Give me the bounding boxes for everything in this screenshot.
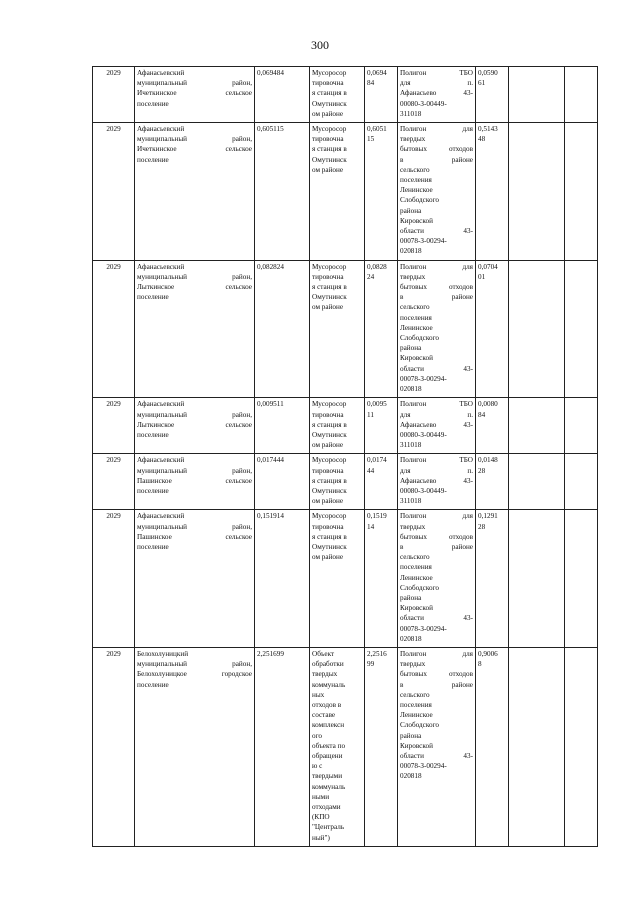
empty-cell — [565, 260, 598, 398]
disposal-site-cell-line: поселения — [400, 700, 432, 709]
mass-disposal-cell-line: 61 — [478, 79, 486, 88]
empty-cell — [565, 647, 598, 846]
page-number: 300 — [311, 38, 329, 52]
facility-cell-line: комплексн — [312, 721, 345, 730]
disposal-site-cell-line: Полигон для — [400, 262, 473, 271]
disposal-site-cell-line: области 43- — [400, 364, 473, 373]
facility-cell-line: тировочна — [312, 272, 344, 281]
empty-cell — [565, 454, 598, 510]
disposal-site-cell-line: области 43- — [400, 227, 473, 236]
facility-cell-line: ом районе — [312, 497, 344, 506]
disposal-site-cell-line: Ленинское — [400, 573, 433, 582]
facility-cell-line: ом районе — [312, 441, 344, 450]
facility-cell-line: тировочна — [312, 135, 344, 144]
facility-cell-line: обращени — [312, 752, 343, 760]
facility-cell-line: я станция в — [312, 476, 347, 485]
facility-cell-line: Омутнинск — [312, 542, 347, 551]
mass-disposal-cell — [476, 123, 509, 261]
disposal-site-cell — [398, 123, 476, 261]
facility-cell-line: "Централь — [312, 823, 345, 832]
disposal-site-cell-line: района — [400, 593, 422, 602]
area-cell-line: Ичеткинское сельское — [137, 89, 252, 98]
mass-disposal-cell-line: 0,0704 — [478, 262, 498, 271]
facility-cell-line: ю с — [312, 762, 323, 771]
disposal-site-cell-line: Кировской — [400, 741, 433, 750]
mass-facility-cell-line: 15 — [367, 135, 375, 144]
disposal-site-cell-line: Слободского — [400, 196, 439, 205]
disposal-site-cell — [398, 510, 476, 648]
disposal-site-cell-line: для п. — [400, 466, 473, 475]
mass-source-cell — [255, 454, 310, 510]
disposal-site-cell-line: бытовых отходов — [400, 283, 473, 292]
facility-cell — [310, 67, 365, 123]
area-cell — [135, 260, 255, 398]
mass-source-cell-line: 0,151914 — [257, 512, 284, 521]
disposal-site-cell-line: района — [400, 206, 422, 215]
area-cell-line: муниципальный район, — [137, 522, 252, 531]
facility-cell-line: ом районе — [312, 165, 344, 174]
facility-cell-line: Объект — [312, 649, 335, 658]
mass-facility-cell-line: 11 — [367, 410, 374, 419]
year-cell-line: 2029 — [106, 512, 121, 521]
mass-facility-cell-line: 0,0694 — [367, 69, 387, 77]
empty-cell — [509, 454, 565, 510]
disposal-site-cell-line: района — [400, 344, 422, 353]
disposal-site-cell-line: Слободского — [400, 583, 439, 592]
disposal-site-cell-line: Полигон ТБО — [400, 456, 473, 465]
mass-source-cell-line: 0,605115 — [257, 125, 284, 134]
disposal-site-cell-line: твердых — [400, 135, 426, 144]
facility-cell-line: тировочна — [312, 466, 344, 475]
mass-source-cell-line: 2,251699 — [257, 649, 284, 658]
area-cell-line: поселение — [137, 680, 169, 689]
area-cell — [135, 510, 255, 648]
disposal-site-cell-line: в районе — [400, 293, 473, 302]
mass-disposal-cell-line: 0,5143 — [478, 125, 498, 134]
empty-cell — [509, 67, 565, 123]
empty-cell — [565, 398, 598, 454]
facility-cell-line: составе — [312, 711, 336, 720]
area-cell-line: муниципальный район, — [137, 79, 252, 88]
year-cell — [93, 647, 135, 846]
facility-cell-line: обработки — [312, 660, 344, 669]
disposal-site-cell-line: сельского — [400, 303, 430, 312]
mass-source-cell — [255, 510, 310, 648]
year-cell-line: 2029 — [106, 69, 121, 77]
mass-facility-cell-line: 0,0174 — [367, 456, 387, 465]
disposal-site-cell-line: области 43- — [400, 752, 473, 760]
mass-disposal-cell — [476, 454, 509, 510]
empty-cell — [509, 260, 565, 398]
facility-cell — [310, 398, 365, 454]
disposal-site-cell-line: твердых — [400, 522, 426, 531]
facility-cell-line: отходов в — [312, 700, 342, 709]
facility-cell — [310, 647, 365, 846]
disposal-site-cell-line: 020818 — [400, 247, 422, 256]
area-cell-line: муниципальный район, — [137, 272, 252, 281]
mass-facility-cell-line: 0,1519 — [367, 512, 387, 521]
facility-cell-line: я станция в — [312, 532, 347, 541]
area-cell-line: поселение — [137, 99, 169, 108]
disposal-site-cell-line: 00080-З-00449- — [400, 486, 447, 495]
facility-cell — [310, 260, 365, 398]
empty-cell — [509, 647, 565, 846]
mass-facility-cell-line: 14 — [367, 522, 375, 531]
facility-cell-line: Мусоросор — [312, 512, 347, 521]
mass-source-cell — [255, 260, 310, 398]
disposal-site-cell-line: для п. — [400, 79, 473, 88]
facility-cell-line: ными — [312, 792, 330, 801]
mass-facility-cell — [365, 454, 398, 510]
disposal-site-cell-line: в районе — [400, 155, 473, 164]
area-cell — [135, 67, 255, 123]
mass-disposal-cell-line: 84 — [478, 410, 486, 419]
year-cell — [93, 67, 135, 123]
table-row — [93, 123, 598, 261]
disposal-site-cell — [398, 454, 476, 510]
mass-disposal-cell-line: 0,0590 — [478, 69, 498, 77]
disposal-site-cell-line: области 43- — [400, 614, 473, 623]
disposal-site-cell-line: 00078-З-00294- — [400, 762, 447, 771]
waste-flow-table — [92, 66, 598, 847]
facility-cell — [310, 510, 365, 648]
disposal-site-cell — [398, 67, 476, 123]
facility-cell-line: коммуналь — [312, 680, 346, 689]
area-cell-line: Белохолуницкий — [137, 649, 189, 658]
empty-cell — [565, 123, 598, 261]
facility-cell-line: коммуналь — [312, 782, 346, 791]
facility-cell-line: Омутнинск — [312, 430, 347, 439]
area-cell-line: Лыткинское сельское — [137, 420, 252, 429]
disposal-site-cell-line: бытовых отходов — [400, 670, 473, 679]
table-row — [93, 647, 598, 846]
facility-cell-line: Мусоросор — [312, 69, 347, 77]
table-row — [93, 67, 598, 123]
facility-cell-line: я станция в — [312, 283, 347, 292]
area-cell — [135, 123, 255, 261]
area-cell-line: Афанасьевский — [137, 125, 185, 134]
mass-facility-cell — [365, 67, 398, 123]
disposal-site-cell — [398, 398, 476, 454]
mass-source-cell — [255, 123, 310, 261]
disposal-site-cell-line: поселения — [400, 313, 432, 322]
facility-cell-line: тировочна — [312, 410, 344, 419]
area-cell — [135, 398, 255, 454]
facility-cell-line: ом районе — [312, 109, 344, 118]
disposal-site-cell-line: бытовых отходов — [400, 532, 473, 541]
mass-source-cell-line: 0,082824 — [257, 262, 284, 271]
table-row — [93, 260, 598, 398]
disposal-site-cell-line: Полигон для — [400, 649, 473, 658]
disposal-site-cell-line: Слободского — [400, 721, 439, 730]
mass-disposal-cell-line: 0,1291 — [478, 512, 498, 521]
area-cell — [135, 647, 255, 846]
empty-cell — [509, 123, 565, 261]
facility-cell-line: ный") — [312, 833, 330, 842]
year-cell — [93, 398, 135, 454]
area-cell-line: поселение — [137, 155, 169, 164]
year-cell — [93, 454, 135, 510]
area-cell-line: Афанасьевский — [137, 69, 185, 77]
area-cell-line: Афанасьевский — [137, 400, 185, 409]
mass-disposal-cell — [476, 260, 509, 398]
disposal-site-cell-line: Афанасьево 43- — [400, 89, 473, 98]
year-cell — [93, 510, 135, 648]
disposal-site-cell-line: 311018 — [400, 441, 422, 450]
disposal-site-cell-line: Слободского — [400, 334, 439, 343]
disposal-site-cell-line: Полигон ТБО — [400, 69, 473, 77]
disposal-site-cell-line: сельского — [400, 553, 430, 562]
area-cell-line: Афанасьевский — [137, 512, 185, 521]
mass-disposal-cell-line: 48 — [478, 135, 486, 144]
facility-cell-line: Мусоросор — [312, 262, 347, 271]
empty-cell — [565, 510, 598, 648]
facility-cell-line: Мусоросор — [312, 456, 347, 465]
area-cell-line: муниципальный район, — [137, 135, 252, 144]
mass-disposal-cell-line: 0,9006 — [478, 649, 498, 658]
disposal-site-cell-line: 311018 — [400, 109, 422, 118]
area-cell-line: Пашинское сельское — [137, 476, 252, 485]
facility-cell-line: ого — [312, 731, 322, 740]
disposal-site-cell-line: Ленинское — [400, 711, 433, 720]
disposal-site-cell-line: в районе — [400, 542, 473, 551]
facility-cell-line: (КПО — [312, 813, 330, 822]
area-cell-line: Афанасьевский — [137, 456, 185, 465]
table-body — [93, 67, 598, 847]
facility-cell-line: Мусоросор — [312, 125, 347, 134]
mass-disposal-cell-line: 8 — [478, 660, 482, 669]
mass-source-cell-line: 0,017444 — [257, 456, 284, 465]
year-cell — [93, 260, 135, 398]
disposal-site-cell-line: Кировской — [400, 604, 433, 613]
disposal-site-cell-line: Кировской — [400, 216, 433, 225]
mass-facility-cell-line: 44 — [367, 466, 375, 475]
empty-cell — [565, 67, 598, 123]
year-cell-line: 2029 — [106, 456, 121, 465]
facility-cell — [310, 454, 365, 510]
facility-cell-line: ом районе — [312, 303, 344, 312]
disposal-site-cell — [398, 647, 476, 846]
facility-cell — [310, 123, 365, 261]
area-cell-line: муниципальный район, — [137, 660, 252, 669]
mass-facility-cell-line: 84 — [367, 79, 375, 88]
mass-facility-cell — [365, 510, 398, 648]
facility-cell-line: Омутнинск — [312, 293, 347, 302]
disposal-site-cell-line: в районе — [400, 680, 473, 689]
mass-source-cell — [255, 67, 310, 123]
mass-facility-cell-line: 2,2516 — [367, 649, 387, 658]
mass-facility-cell-line: 0,0095 — [367, 400, 387, 409]
mass-facility-cell-line: 0,0828 — [367, 262, 387, 271]
disposal-site-cell-line: 00080-З-00449- — [400, 99, 447, 108]
year-cell — [93, 123, 135, 261]
facility-cell-line: я станция в — [312, 420, 347, 429]
facility-cell-line: объекта по — [312, 741, 346, 750]
facility-cell-line: твердыми — [312, 772, 343, 781]
mass-facility-cell-line: 99 — [367, 660, 375, 669]
mass-disposal-cell-line: 28 — [478, 466, 486, 475]
disposal-site-cell-line: 00078-З-00294- — [400, 237, 447, 246]
mass-facility-cell-line: 0,6051 — [367, 125, 387, 134]
disposal-site-cell-line: Полигон для — [400, 125, 473, 134]
mass-disposal-cell-line: 0,0148 — [478, 456, 498, 465]
disposal-site-cell-line: Ленинское — [400, 323, 433, 332]
disposal-site-cell-line: 00078-З-00294- — [400, 624, 447, 633]
facility-cell-line: я станция в — [312, 89, 347, 98]
empty-cell — [509, 398, 565, 454]
disposal-site-cell-line: 020818 — [400, 634, 422, 643]
table-row — [93, 454, 598, 510]
mass-facility-cell — [365, 398, 398, 454]
mass-disposal-cell-line: 01 — [478, 272, 486, 281]
area-cell-line: поселение — [137, 486, 169, 495]
area-cell-line: Ичеткинское сельское — [137, 145, 252, 154]
area-cell-line: Белохолуницкое городское — [137, 670, 252, 679]
disposal-site-cell-line: 020818 — [400, 385, 422, 394]
mass-source-cell-line: 0,009511 — [257, 400, 284, 409]
facility-cell-line: тировочна — [312, 79, 344, 88]
mass-facility-cell-line: 24 — [367, 272, 375, 281]
disposal-site-cell-line: Полигон для — [400, 512, 473, 521]
disposal-site-cell-line: 00078-З-00294- — [400, 374, 447, 383]
area-cell-line: поселение — [137, 293, 169, 302]
mass-disposal-cell-line: 0,0080 — [478, 400, 498, 409]
mass-disposal-cell — [476, 398, 509, 454]
facility-cell-line: я станция в — [312, 145, 347, 154]
mass-facility-cell — [365, 123, 398, 261]
facility-cell-line: Омутнинск — [312, 155, 347, 164]
facility-cell-line: Омутнинск — [312, 486, 347, 495]
year-cell-line: 2029 — [106, 400, 121, 409]
year-cell-line: 2029 — [106, 262, 121, 271]
disposal-site-cell-line: района — [400, 731, 422, 740]
disposal-site-cell — [398, 260, 476, 398]
mass-source-cell — [255, 398, 310, 454]
facility-cell-line: Мусоросор — [312, 400, 347, 409]
mass-disposal-cell — [476, 510, 509, 648]
facility-cell-line: Омутнинск — [312, 99, 347, 108]
mass-source-cell — [255, 647, 310, 846]
facility-cell-line: ом районе — [312, 553, 344, 562]
facility-cell-line: тировочна — [312, 522, 344, 531]
facility-cell-line: ных — [312, 690, 325, 699]
area-cell — [135, 454, 255, 510]
table-row — [93, 398, 598, 454]
table-row — [93, 510, 598, 648]
year-cell-line: 2029 — [106, 125, 121, 134]
disposal-site-cell-line: 311018 — [400, 497, 422, 506]
disposal-site-cell-line: бытовых отходов — [400, 145, 473, 154]
disposal-site-cell-line: Афанасьево 43- — [400, 420, 473, 429]
disposal-site-cell-line: поселения — [400, 563, 432, 572]
disposal-site-cell-line: Полигон ТБО — [400, 400, 473, 409]
disposal-site-cell-line: твердых — [400, 660, 426, 669]
year-cell-line: 2029 — [106, 649, 121, 658]
mass-disposal-cell — [476, 67, 509, 123]
disposal-site-cell-line: твердых — [400, 272, 426, 281]
area-cell-line: Лыткинское сельское — [137, 283, 252, 292]
disposal-site-cell-line: сельского — [400, 165, 430, 174]
disposal-site-cell-line: Афанасьево 43- — [400, 476, 473, 485]
facility-cell-line: твердых — [312, 670, 338, 679]
disposal-site-cell-line: 020818 — [400, 772, 422, 781]
area-cell-line: поселение — [137, 430, 169, 439]
disposal-site-cell-line: Кировской — [400, 354, 433, 363]
area-cell-line: муниципальный район, — [137, 410, 252, 419]
disposal-site-cell-line: Ленинское — [400, 186, 433, 195]
area-cell-line: Пашинское сельское — [137, 532, 252, 541]
mass-source-cell-line: 0,069484 — [257, 69, 284, 77]
disposal-site-cell-line: для п. — [400, 410, 473, 419]
empty-cell — [509, 510, 565, 648]
disposal-site-cell-line: поселения — [400, 176, 432, 185]
facility-cell-line: отходами — [312, 803, 341, 812]
area-cell-line: муниципальный район, — [137, 466, 252, 475]
disposal-site-cell-line: 00080-З-00449- — [400, 430, 447, 439]
area-cell-line: поселение — [137, 542, 169, 551]
mass-disposal-cell — [476, 647, 509, 846]
mass-facility-cell — [365, 260, 398, 398]
area-cell-line: Афанасьевский — [137, 262, 185, 271]
disposal-site-cell-line: сельского — [400, 690, 430, 699]
mass-disposal-cell-line: 28 — [478, 522, 486, 531]
mass-facility-cell — [365, 647, 398, 846]
